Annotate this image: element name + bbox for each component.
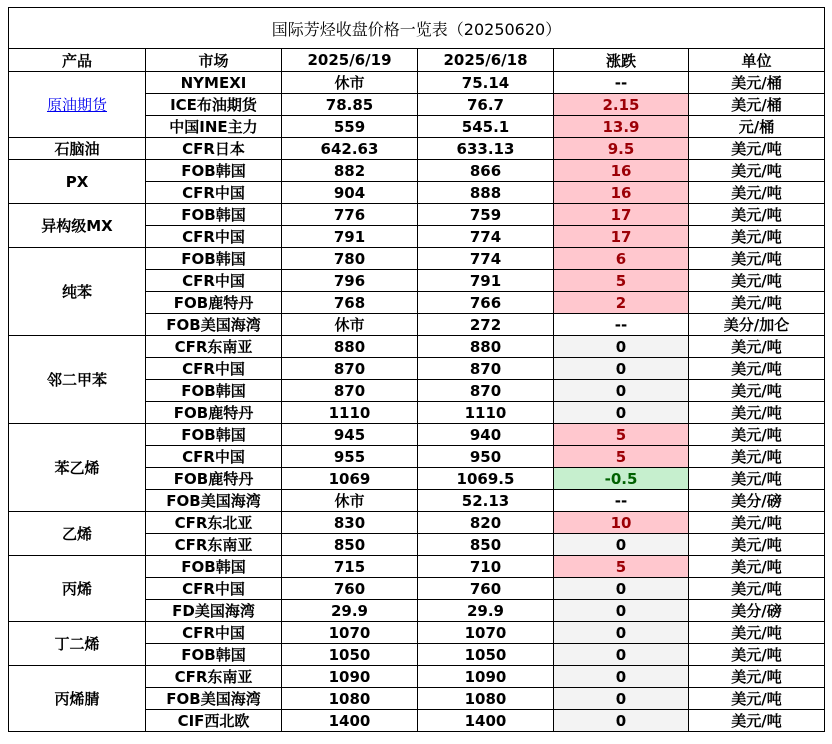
change-cell: 16 xyxy=(554,182,689,204)
unit-cell: 美元/吨 xyxy=(689,710,825,732)
table-row xyxy=(9,138,825,160)
market-cell: FOB韩国 xyxy=(146,248,282,270)
change-cell: 13.9 xyxy=(554,116,689,138)
price-0618-cell: 633.13 xyxy=(418,138,554,160)
table-row xyxy=(9,666,825,688)
price-0619-cell: 休市 xyxy=(282,314,418,336)
unit-cell: 美元/吨 xyxy=(689,402,825,424)
change-cell: -- xyxy=(554,314,689,336)
unit-cell: 美元/吨 xyxy=(689,666,825,688)
change-cell: 0 xyxy=(554,578,689,600)
change-cell: 16 xyxy=(554,160,689,182)
price-0618-cell: 52.13 xyxy=(418,490,554,512)
price-0618-cell: 774 xyxy=(418,248,554,270)
price-0619-cell: 955 xyxy=(282,446,418,468)
price-0618-cell: 870 xyxy=(418,358,554,380)
change-cell: 0 xyxy=(554,380,689,402)
price-0619-cell: 796 xyxy=(282,270,418,292)
change-cell: 5 xyxy=(554,556,689,578)
market-cell: CIF西北欧 xyxy=(146,710,282,732)
unit-cell: 美元/吨 xyxy=(689,380,825,402)
price-0619-cell: 642.63 xyxy=(282,138,418,160)
price-0618-cell: 29.9 xyxy=(418,600,554,622)
unit-cell: 美分/磅 xyxy=(689,600,825,622)
price-0619-cell: 1110 xyxy=(282,402,418,424)
market-cell: FOB韩国 xyxy=(146,160,282,182)
price-0618-cell: 1070 xyxy=(418,622,554,644)
market-cell: FOB鹿特丹 xyxy=(146,468,282,490)
change-cell: 0 xyxy=(554,534,689,556)
unit-cell: 美分/磅 xyxy=(689,490,825,512)
price-0618-cell: 880 xyxy=(418,336,554,358)
change-cell: -- xyxy=(554,72,689,94)
price-0619-cell: 1080 xyxy=(282,688,418,710)
change-cell: 2.15 xyxy=(554,94,689,116)
header-row xyxy=(9,49,825,72)
unit-cell: 美元/吨 xyxy=(689,424,825,446)
table-row xyxy=(9,556,825,578)
price-0618-cell: 1110 xyxy=(418,402,554,424)
market-cell: FOB韩国 xyxy=(146,556,282,578)
market-cell: CFR中国 xyxy=(146,578,282,600)
price-0618-cell: 791 xyxy=(418,270,554,292)
unit-cell: 美元/桶 xyxy=(689,94,825,116)
market-cell: CFR东南亚 xyxy=(146,336,282,358)
price-0618-cell: 1090 xyxy=(418,666,554,688)
table-title: 国际芳烃收盘价格一览表（20250620） xyxy=(9,8,825,49)
market-cell: FOB韩国 xyxy=(146,380,282,402)
header-change: 涨跌 xyxy=(554,49,689,72)
price-0618-cell: 545.1 xyxy=(418,116,554,138)
unit-cell: 美元/吨 xyxy=(689,446,825,468)
change-cell: 0 xyxy=(554,402,689,424)
unit-cell: 美元/吨 xyxy=(689,556,825,578)
price-0619-cell: 830 xyxy=(282,512,418,534)
price-0618-cell: 866 xyxy=(418,160,554,182)
price-0618-cell: 1050 xyxy=(418,644,554,666)
market-cell: CFR中国 xyxy=(146,622,282,644)
market-cell: CFR日本 xyxy=(146,138,282,160)
table-row xyxy=(9,622,825,644)
change-cell: 6 xyxy=(554,248,689,270)
unit-cell: 美元/吨 xyxy=(689,512,825,534)
price-0619-cell: 1090 xyxy=(282,666,418,688)
product-cell: 石脑油 xyxy=(9,138,146,160)
price-0618-cell: 760 xyxy=(418,578,554,600)
market-cell: 中国INE主力 xyxy=(146,116,282,138)
unit-cell: 美元/吨 xyxy=(689,160,825,182)
product-cell: 异构级MX xyxy=(9,204,146,248)
change-cell: 0 xyxy=(554,358,689,380)
market-cell: FD美国海湾 xyxy=(146,600,282,622)
product-cell: 纯苯 xyxy=(9,248,146,336)
price-0618-cell: 75.14 xyxy=(418,72,554,94)
price-0618-cell: 950 xyxy=(418,446,554,468)
market-cell: FOB美国海湾 xyxy=(146,490,282,512)
unit-cell: 美元/吨 xyxy=(689,182,825,204)
unit-cell: 美元/吨 xyxy=(689,622,825,644)
header-product: 产品 xyxy=(9,49,146,72)
price-0619-cell: 1070 xyxy=(282,622,418,644)
table-row xyxy=(9,248,825,270)
change-cell: 0 xyxy=(554,666,689,688)
change-cell: -0.5 xyxy=(554,468,689,490)
price-0619-cell: 559 xyxy=(282,116,418,138)
unit-cell: 美元/桶 xyxy=(689,72,825,94)
product-cell: 丙烯 xyxy=(9,556,146,622)
market-cell: CFR中国 xyxy=(146,270,282,292)
change-cell: 17 xyxy=(554,204,689,226)
change-cell: 2 xyxy=(554,292,689,314)
unit-cell: 美元/吨 xyxy=(689,270,825,292)
table-row xyxy=(9,424,825,446)
price-0619-cell: 880 xyxy=(282,336,418,358)
product-link[interactable]: 原油期货 xyxy=(46,96,107,114)
unit-cell: 美元/吨 xyxy=(689,534,825,556)
price-0619-cell: 760 xyxy=(282,578,418,600)
product-cell[interactable] xyxy=(9,72,146,138)
change-cell: 5 xyxy=(554,424,689,446)
market-cell: FOB鹿特丹 xyxy=(146,292,282,314)
header-market: 市场 xyxy=(146,49,282,72)
price-0618-cell: 1069.5 xyxy=(418,468,554,490)
unit-cell: 美元/吨 xyxy=(689,336,825,358)
product-cell: 乙烯 xyxy=(9,512,146,556)
price-0619-cell: 768 xyxy=(282,292,418,314)
price-0619-cell: 780 xyxy=(282,248,418,270)
market-cell: CFR东南亚 xyxy=(146,666,282,688)
product-cell: 丙烯腈 xyxy=(9,666,146,732)
product-cell: PX xyxy=(9,160,146,204)
market-cell: FOB鹿特丹 xyxy=(146,402,282,424)
price-0619-cell: 791 xyxy=(282,226,418,248)
price-0619-cell: 1050 xyxy=(282,644,418,666)
price-0618-cell: 766 xyxy=(418,292,554,314)
change-cell: 17 xyxy=(554,226,689,248)
table-row xyxy=(9,72,825,94)
price-0618-cell: 272 xyxy=(418,314,554,336)
change-cell: 9.5 xyxy=(554,138,689,160)
change-cell: 0 xyxy=(554,710,689,732)
header-date-0618: 2025/6/18 xyxy=(418,49,554,72)
price-0619-cell: 78.85 xyxy=(282,94,418,116)
price-0619-cell: 715 xyxy=(282,556,418,578)
price-0619-cell: 休市 xyxy=(282,490,418,512)
market-cell: FOB美国海湾 xyxy=(146,314,282,336)
price-0619-cell: 休市 xyxy=(282,72,418,94)
unit-cell: 美元/吨 xyxy=(689,248,825,270)
market-cell: CFR中国 xyxy=(146,446,282,468)
price-0618-cell: 888 xyxy=(418,182,554,204)
change-cell: 0 xyxy=(554,336,689,358)
price-0618-cell: 774 xyxy=(418,226,554,248)
price-0618-cell: 820 xyxy=(418,512,554,534)
unit-cell: 美元/吨 xyxy=(689,292,825,314)
market-cell: FOB韩国 xyxy=(146,644,282,666)
price-0619-cell: 850 xyxy=(282,534,418,556)
price-0618-cell: 850 xyxy=(418,534,554,556)
price-table xyxy=(8,7,825,732)
price-0619-cell: 29.9 xyxy=(282,600,418,622)
price-0618-cell: 759 xyxy=(418,204,554,226)
price-0619-cell: 945 xyxy=(282,424,418,446)
market-cell: NYMEXI xyxy=(146,72,282,94)
price-0619-cell: 870 xyxy=(282,380,418,402)
product-cell: 丁二烯 xyxy=(9,622,146,666)
market-cell: CFR中国 xyxy=(146,358,282,380)
table-row xyxy=(9,204,825,226)
unit-cell: 美元/吨 xyxy=(689,226,825,248)
market-cell: CFR中国 xyxy=(146,226,282,248)
price-0618-cell: 710 xyxy=(418,556,554,578)
price-0619-cell: 870 xyxy=(282,358,418,380)
market-cell: FOB韩国 xyxy=(146,424,282,446)
market-cell: FOB美国海湾 xyxy=(146,688,282,710)
market-cell: FOB韩国 xyxy=(146,204,282,226)
change-cell: 5 xyxy=(554,446,689,468)
change-cell: 5 xyxy=(554,270,689,292)
table-row xyxy=(9,336,825,358)
change-cell: 0 xyxy=(554,688,689,710)
market-cell: ICE布油期货 xyxy=(146,94,282,116)
change-cell: 0 xyxy=(554,622,689,644)
price-0618-cell: 1080 xyxy=(418,688,554,710)
price-0619-cell: 904 xyxy=(282,182,418,204)
price-0619-cell: 882 xyxy=(282,160,418,182)
change-cell: 10 xyxy=(554,512,689,534)
unit-cell: 元/桶 xyxy=(689,116,825,138)
change-cell: -- xyxy=(554,490,689,512)
table-row xyxy=(9,512,825,534)
price-0618-cell: 870 xyxy=(418,380,554,402)
table-row xyxy=(9,160,825,182)
unit-cell: 美元/吨 xyxy=(689,578,825,600)
market-cell: CFR中国 xyxy=(146,182,282,204)
price-0619-cell: 1069 xyxy=(282,468,418,490)
product-cell: 邻二甲苯 xyxy=(9,336,146,424)
price-0619-cell: 776 xyxy=(282,204,418,226)
unit-cell: 美分/加仑 xyxy=(689,314,825,336)
price-0618-cell: 76.7 xyxy=(418,94,554,116)
price-0618-cell: 1400 xyxy=(418,710,554,732)
header-unit: 单位 xyxy=(689,49,825,72)
price-0619-cell: 1400 xyxy=(282,710,418,732)
title-row xyxy=(9,8,825,49)
header-date-0619: 2025/6/19 xyxy=(282,49,418,72)
change-cell: 0 xyxy=(554,600,689,622)
unit-cell: 美元/吨 xyxy=(689,468,825,490)
unit-cell: 美元/吨 xyxy=(689,688,825,710)
unit-cell: 美元/吨 xyxy=(689,138,825,160)
unit-cell: 美元/吨 xyxy=(689,204,825,226)
product-cell: 苯乙烯 xyxy=(9,424,146,512)
market-cell: CFR东南亚 xyxy=(146,534,282,556)
price-0618-cell: 940 xyxy=(418,424,554,446)
unit-cell: 美元/吨 xyxy=(689,644,825,666)
change-cell: 0 xyxy=(554,644,689,666)
unit-cell: 美元/吨 xyxy=(689,358,825,380)
market-cell: CFR东北亚 xyxy=(146,512,282,534)
